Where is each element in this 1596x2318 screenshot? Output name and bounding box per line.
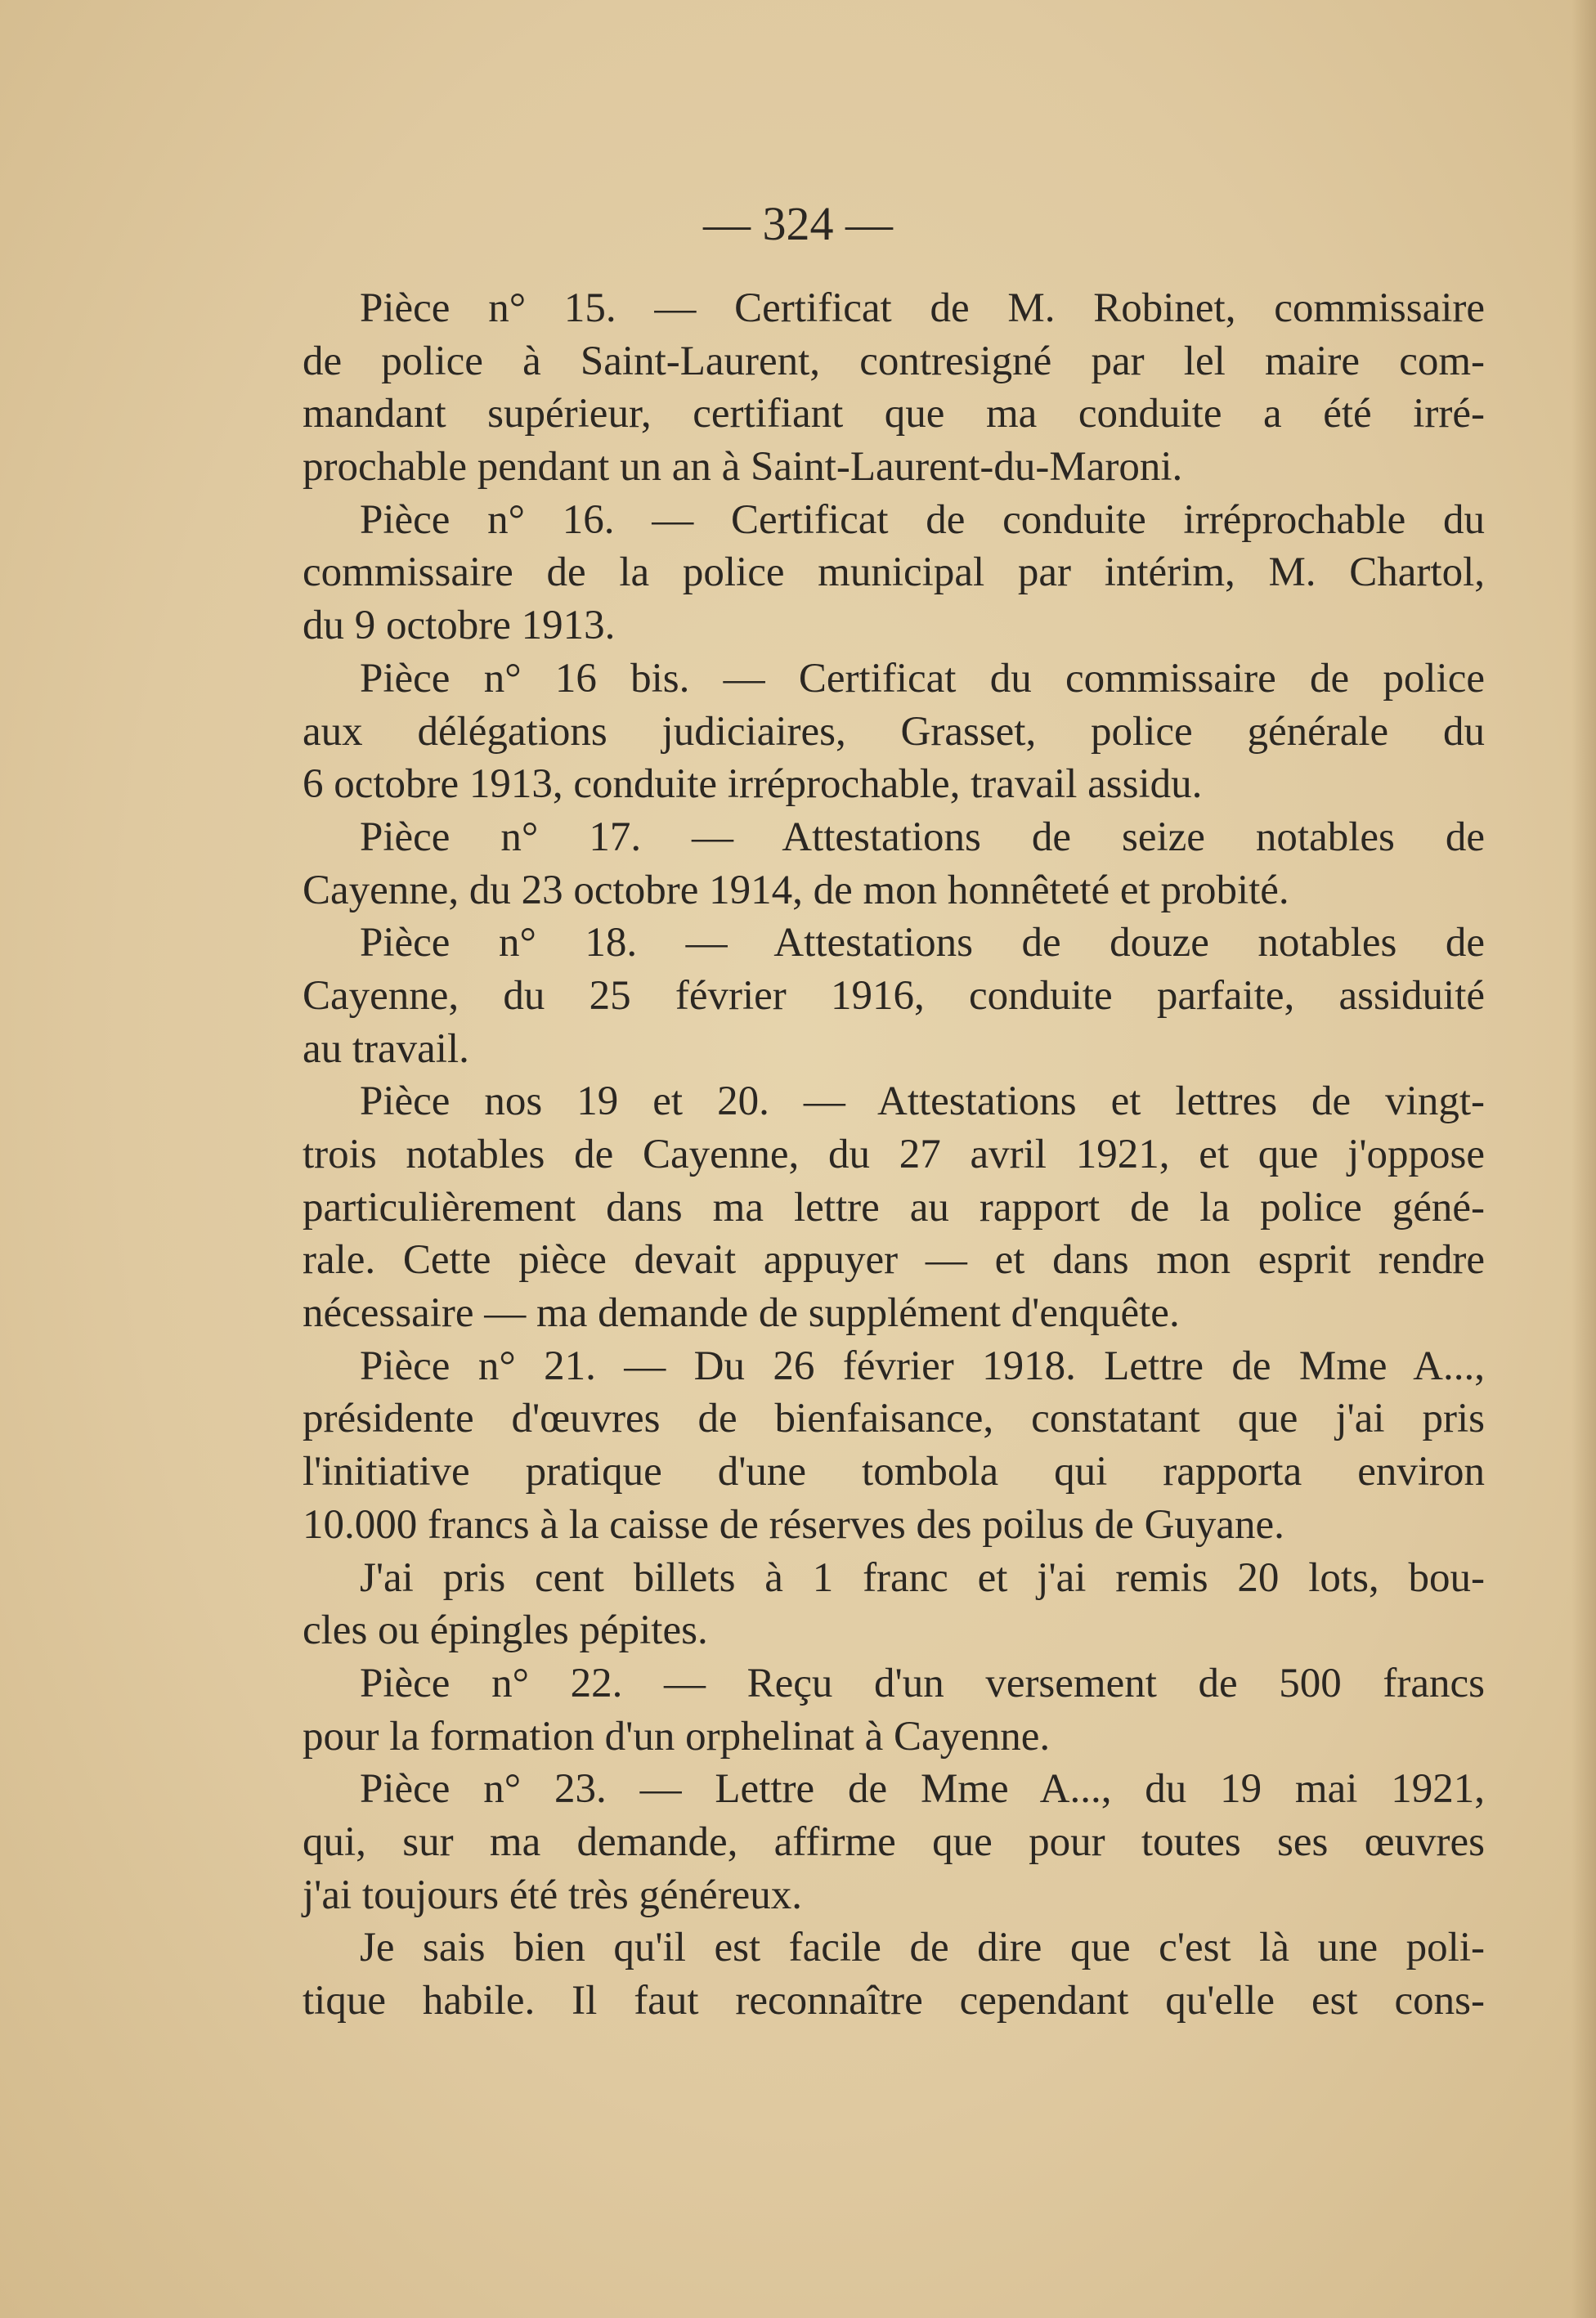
text-line: tique habile. Il faut reconnaître cependant qu'elle est cons- <box>303 1978 1485 2024</box>
body-text <box>303 282 1485 2028</box>
paragraph <box>303 1552 1485 1657</box>
text-line: nécessaire — ma demande de supplément d'enquête. <box>303 1290 1180 1337</box>
paragraph <box>303 811 1485 917</box>
text-line: cles ou épingles pépites. <box>303 1607 708 1654</box>
text-line: Cayenne, du 23 octobre 1914, de mon honnêteté et probité. <box>303 867 1289 913</box>
text-line: Pièce n° 15. — Certificat de M. Robinet, commissaire <box>360 285 1485 331</box>
paragraph <box>303 494 1485 652</box>
text-line: mandant supérieur, certifiant que ma conduite a été irré- <box>303 391 1485 437</box>
text-line: J'ai pris cent billets à 1 franc et j'ai remis 20 lots, bou- <box>360 1554 1485 1601</box>
paragraph <box>303 1921 1485 2027</box>
text-line: l'initiative pratique d'une tombola qui rapporta environ <box>303 1449 1485 1495</box>
text-line: rale. Cette pièce devait appuyer — et dans mon esprit rendre <box>303 1237 1485 1284</box>
text-line: 6 octobre 1913, conduite irréprochable, travail assidu. <box>303 761 1203 808</box>
text-line: aux délégations judiciaires, Grasset, police générale du <box>303 708 1485 755</box>
text-line: du 9 octobre 1913. <box>303 603 616 649</box>
text-line: Pièce n° 16. — Certificat de conduite irréprochable du <box>360 496 1485 543</box>
page-edge-shadow <box>1571 0 1596 2318</box>
paragraph <box>303 1763 1485 1921</box>
text-line: présidente d'œuvres de bienfaisance, constatant que j'ai pris <box>303 1396 1485 1442</box>
text-line: Pièce n° 18. — Attestations de douze notables de <box>360 920 1485 966</box>
paragraph <box>303 917 1485 1075</box>
text-line: qui, sur ma demande, affirme que pour toutes ses œuvres <box>303 1818 1485 1865</box>
text-line: particulièrement dans ma lettre au rapport de la police géné- <box>303 1184 1485 1231</box>
text-line: Pièce n° 22. — Reçu d'un versement de 500 francs <box>360 1660 1485 1706</box>
text-line: trois notables de Cayenne, du 27 avril 1921, et que j'oppose <box>303 1132 1485 1177</box>
text-line: Pièce n° 23. — Lettre de Mme A..., du 19 mai 1921, <box>360 1766 1485 1813</box>
paragraph <box>303 652 1485 811</box>
text-line: pour la formation d'un orphelinat à Cayenne. <box>303 1713 1051 1760</box>
paragraph <box>303 1657 1485 1763</box>
text-line: Je sais bien qu'il est facile de dire que c'est là une poli- <box>360 1925 1485 1971</box>
text-line: Cayenne, du 25 février 1916, conduite parfaite, assiduité <box>303 972 1485 1019</box>
paragraph <box>303 1340 1485 1552</box>
text-line: Pièce n° 21. — Du 26 février 1918. Lettre de Mme A..., <box>360 1343 1485 1389</box>
page-number: — 324 — <box>703 197 893 250</box>
text-line: commissaire de la police municipal par intérim, M. Chartol, <box>303 549 1485 596</box>
text-line: j'ai toujours été très généreux. <box>303 1872 803 1918</box>
text-line: Pièce n° 16 bis. — Certificat du commissaire de police <box>360 655 1485 702</box>
text-line: au travail. <box>303 1025 469 1072</box>
text-line: Pièce nos 19 et 20. — Attestations et lettres de vingt- <box>360 1078 1485 1125</box>
paragraph <box>303 1075 1485 1339</box>
paragraph <box>303 282 1485 494</box>
text-line: prochable pendant un an à Saint-Laurent-du-Maroni. <box>303 444 1183 491</box>
text-line: de police à Saint-Laurent, contresigné par lel maire com- <box>303 338 1485 384</box>
text-line: Pièce n° 17. — Attestations de seize notables de <box>360 814 1485 860</box>
text-line: 10.000 francs à la caisse de réserves des poilus de Guyane. <box>303 1501 1284 1548</box>
